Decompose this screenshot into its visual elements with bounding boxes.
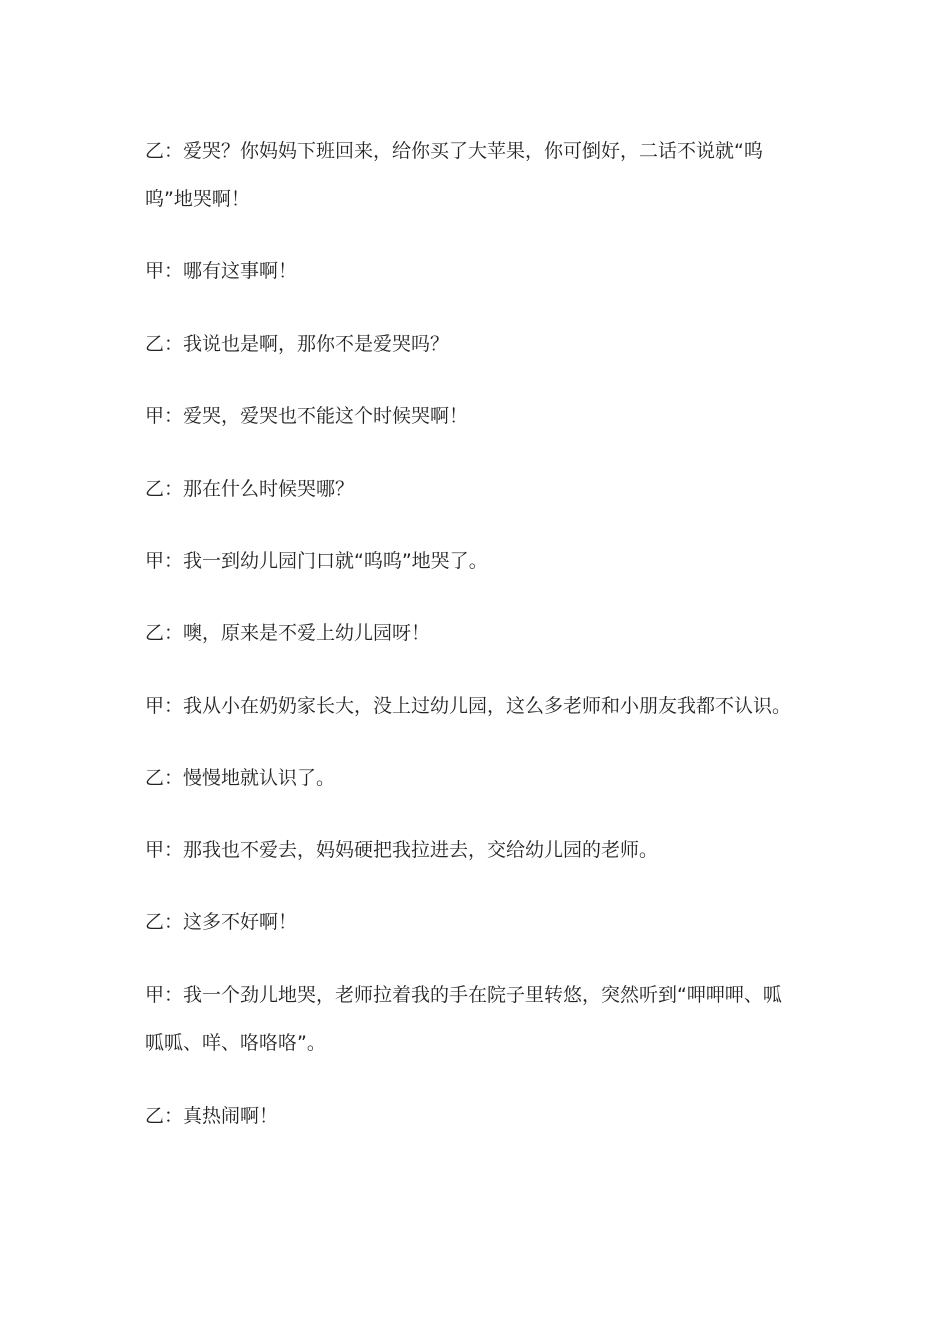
dialogue-line-continued: 呱呱、咩、咯咯咯”。 bbox=[145, 1032, 326, 1054]
dialogue-line: 乙：那在什么时候哭哪？ bbox=[145, 478, 355, 500]
dialogue-line: 甲：我一个劲儿地哭，老师拉着我的手在院子里转悠，突然听到“呷呷呷、呱 bbox=[145, 984, 782, 1006]
dialogue-line: 乙：噢，原来是不爱上幼儿园呀！ bbox=[145, 622, 431, 644]
dialogue-line: 甲：哪有这事啊！ bbox=[145, 260, 298, 282]
dialogue-line: 甲：爱哭，爱哭也不能这个时候哭啊！ bbox=[145, 405, 469, 427]
dialogue-line: 乙：这多不好啊！ bbox=[145, 911, 298, 933]
dialogue-line: 乙：慢慢地就认识了。 bbox=[145, 767, 336, 789]
dialogue-line: 乙：真热闹啊！ bbox=[145, 1105, 279, 1127]
dialogue-line: 甲：我从小在奶奶家长大，没上过幼儿园，这么多老师和小朋友我都不认识。 bbox=[145, 695, 792, 717]
dialogue-line: 甲：那我也不爱去，妈妈硬把我拉进去，交给幼儿园的老师。 bbox=[145, 839, 659, 861]
dialogue-line-continued: 呜”地哭啊！ bbox=[145, 188, 250, 210]
dialogue-line: 乙：爱哭？你妈妈下班回来，给你买了大苹果，你可倒好，二话不说就“呜 bbox=[145, 140, 763, 162]
dialogue-line: 乙：我说也是啊，那你不是爱哭吗？ bbox=[145, 333, 450, 355]
dialogue-line: 甲：我一到幼儿园门口就“呜呜”地哭了。 bbox=[145, 550, 488, 572]
